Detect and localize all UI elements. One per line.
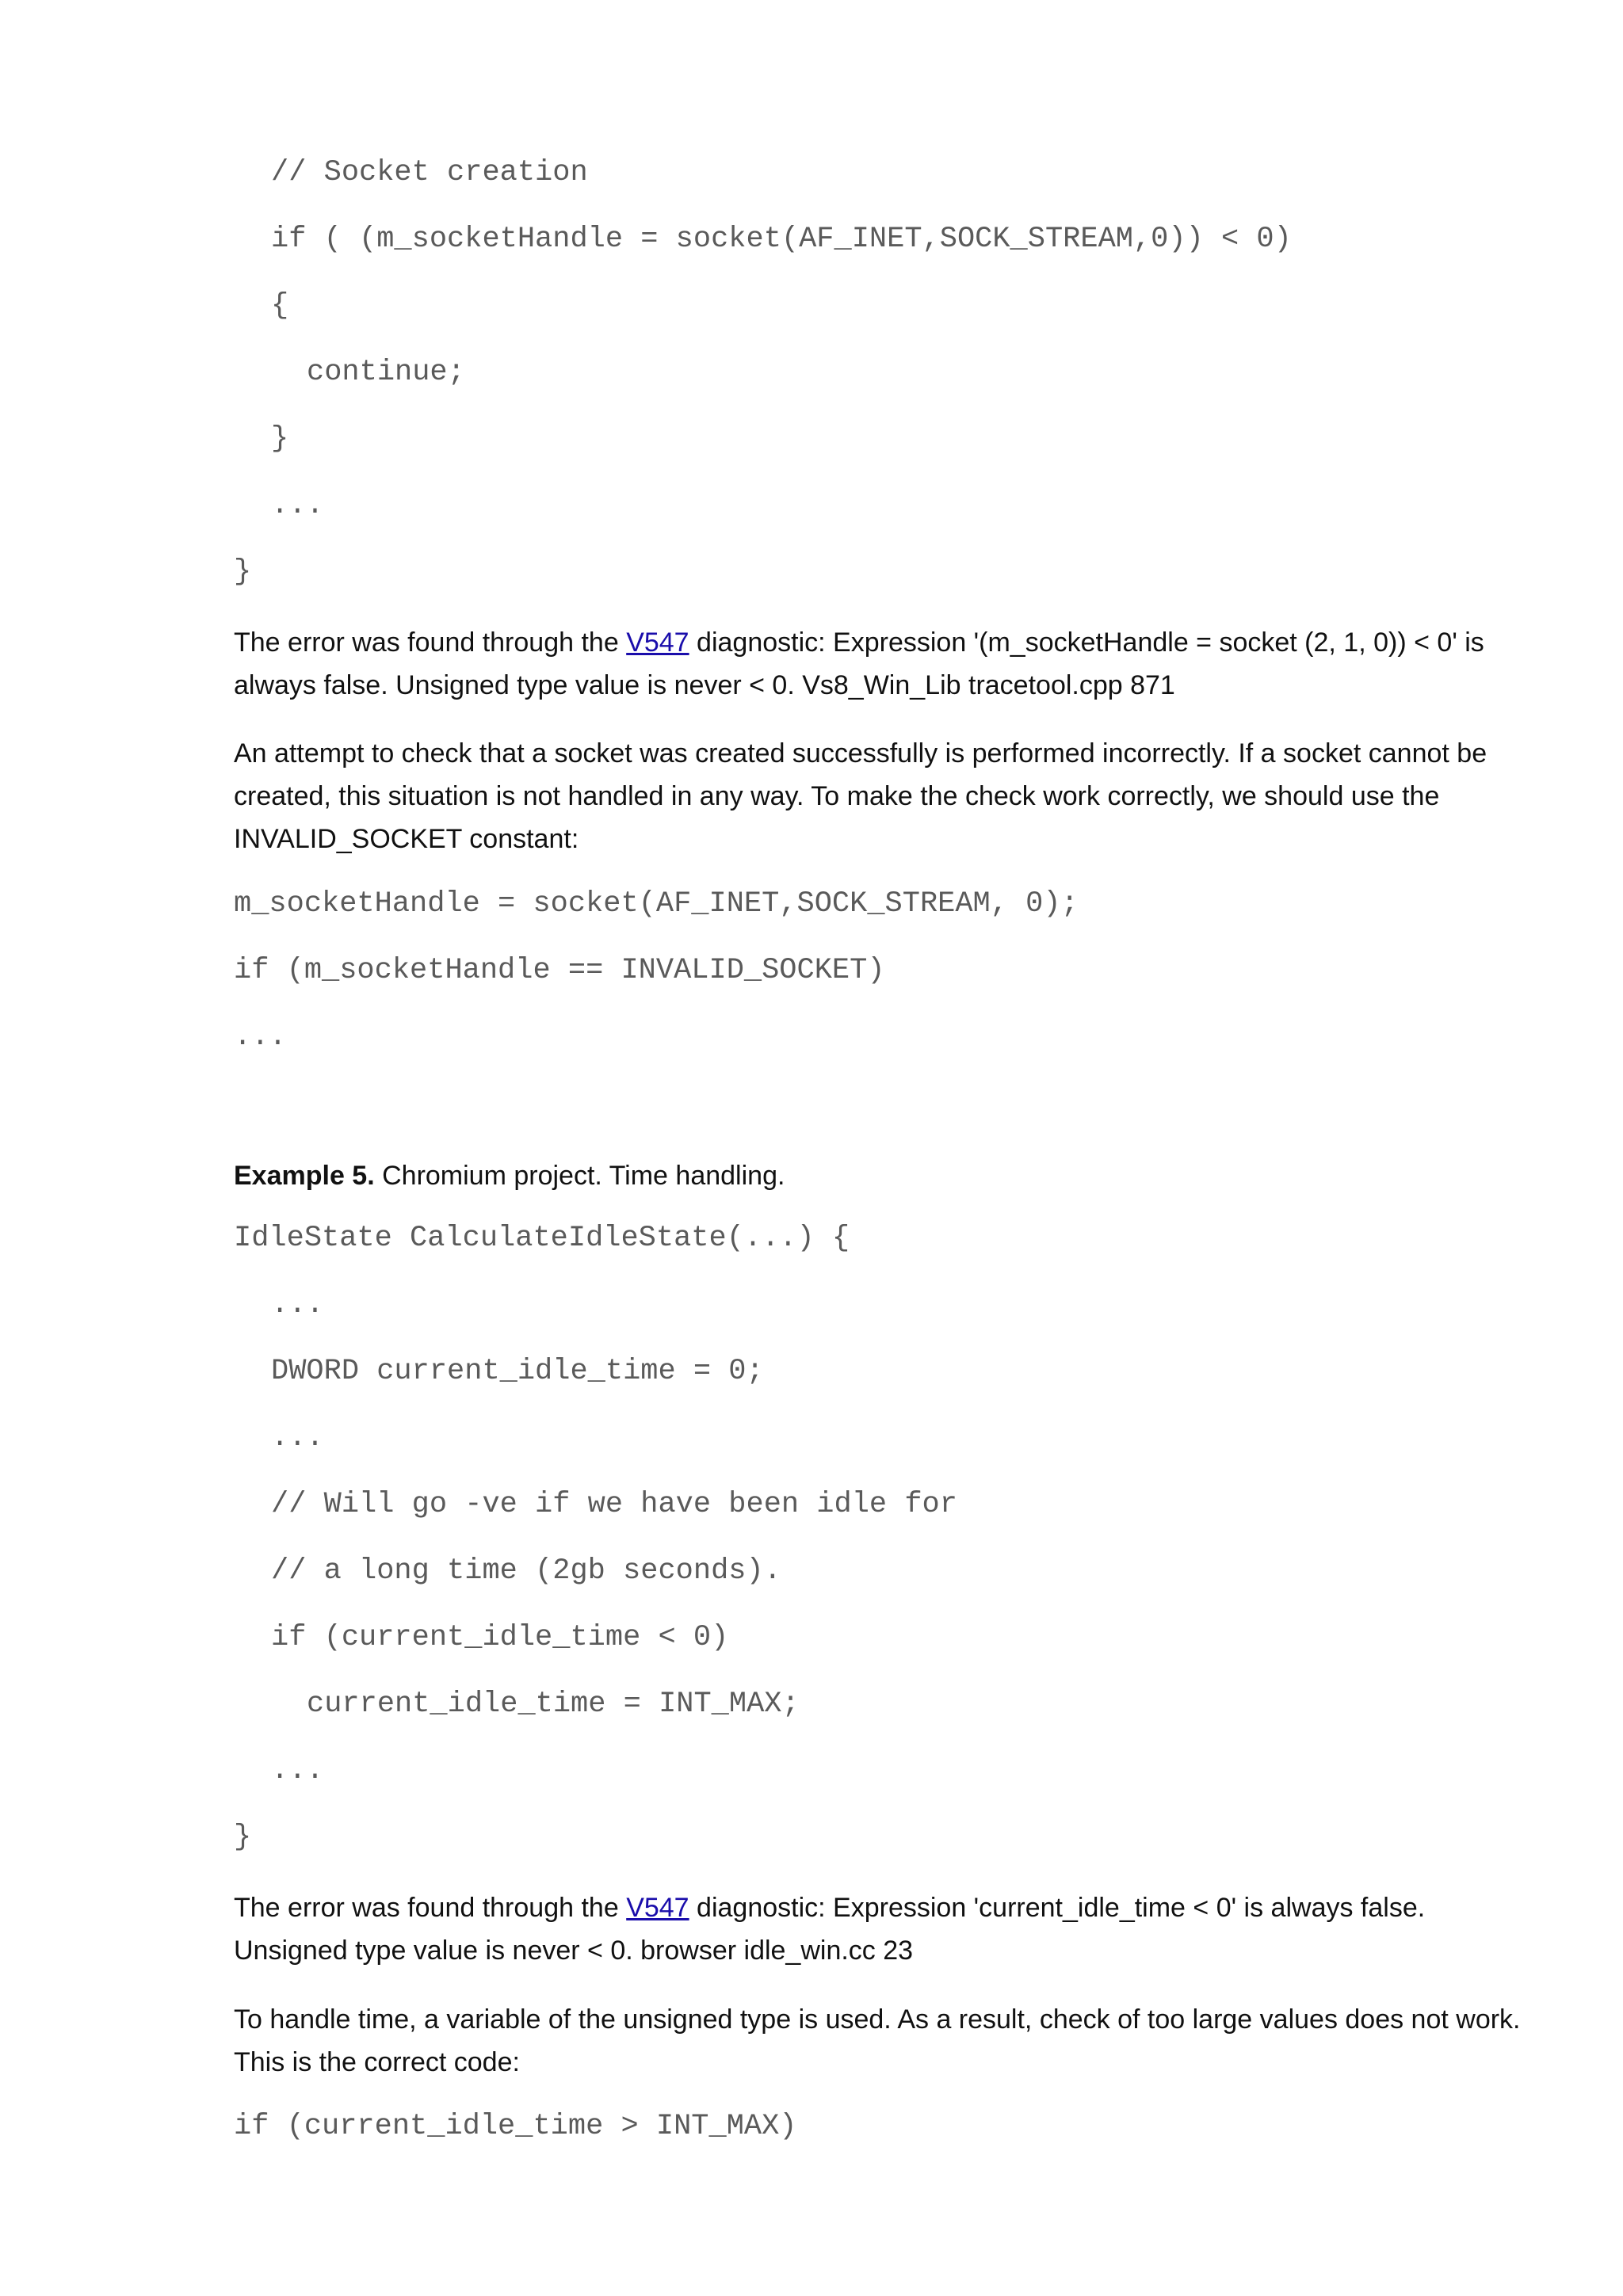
explanation-paragraph: To handle time, a variable of the unsigned type is used. As a result, check of too large values does not work. This is the correct code: [234, 2004, 1521, 2077]
code-line: current_idle_time = INT_MAX; [307, 1688, 800, 1721]
example-heading [234, 1154, 1533, 1197]
code-line: if ( (m_socketHandle = socket(AF_INET,SOCK_STREAM,0)) < 0) [271, 223, 1292, 256]
paragraph-text: diagnostic: Expression 'current_idle_time < 0' is always false. Unsigned type value is never < 0. browser idle_win.cc 23 [234, 1893, 1426, 1966]
code-line: m_socketHandle = socket(AF_INET,SOCK_STREAM, 0); [234, 887, 1079, 921]
paragraph-text: The error was found through the [234, 1893, 627, 1923]
code-line: // Socket creation [271, 156, 588, 189]
explanation-paragraph: An attempt to check that a socket was created successfully is performed incorrectly. If a socket cannot be created, this situation is not handled in any way. To make the check work correctly, we should use the INVALID_SOCKET constant: [234, 738, 1487, 854]
v547-link[interactable]: V547 [626, 627, 689, 658]
paragraph-text: The error was found through the [234, 627, 627, 658]
diagnostic-paragraph [234, 1886, 1533, 1972]
code-line: ... [271, 1421, 324, 1455]
code-line: // Will go -ve if we have been idle for [271, 1488, 957, 1521]
code-line: IdleState CalculateIdleState(...) { [234, 1222, 850, 1255]
code-line: { [271, 289, 289, 322]
code-line: continue; [307, 356, 465, 389]
code-line: // a long time (2gb seconds). [271, 1554, 781, 1588]
diagnostic-paragraph [234, 621, 1533, 707]
code-line: } [234, 1821, 252, 1854]
paragraph-text: diagnostic: Expression '(m_socketHandle = socket (2, 1, 0)) < 0' is always false. Unsigned type value is never < 0. Vs8_Win_Lib tracetool.cpp 871 [234, 627, 1484, 700]
code-line: ... [234, 1020, 287, 1054]
code-line: DWORD current_idle_time = 0; [271, 1355, 764, 1388]
code-line: ... [271, 489, 324, 522]
code-line: if (m_socketHandle == INVALID_SOCKET) [234, 954, 885, 987]
example-text: Chromium project. Time handling. [374, 1161, 785, 1191]
code-line: if (current_idle_time > INT_MAX) [234, 2110, 797, 2143]
code-line: } [234, 555, 252, 589]
code-line: ... [271, 1288, 324, 1322]
code-line: } [271, 422, 289, 456]
example-label: Example 5. [234, 1161, 375, 1191]
v547-link[interactable]: V547 [626, 1893, 689, 1923]
code-line: if (current_idle_time < 0) [271, 1621, 729, 1654]
code-line: ... [271, 1754, 324, 1787]
